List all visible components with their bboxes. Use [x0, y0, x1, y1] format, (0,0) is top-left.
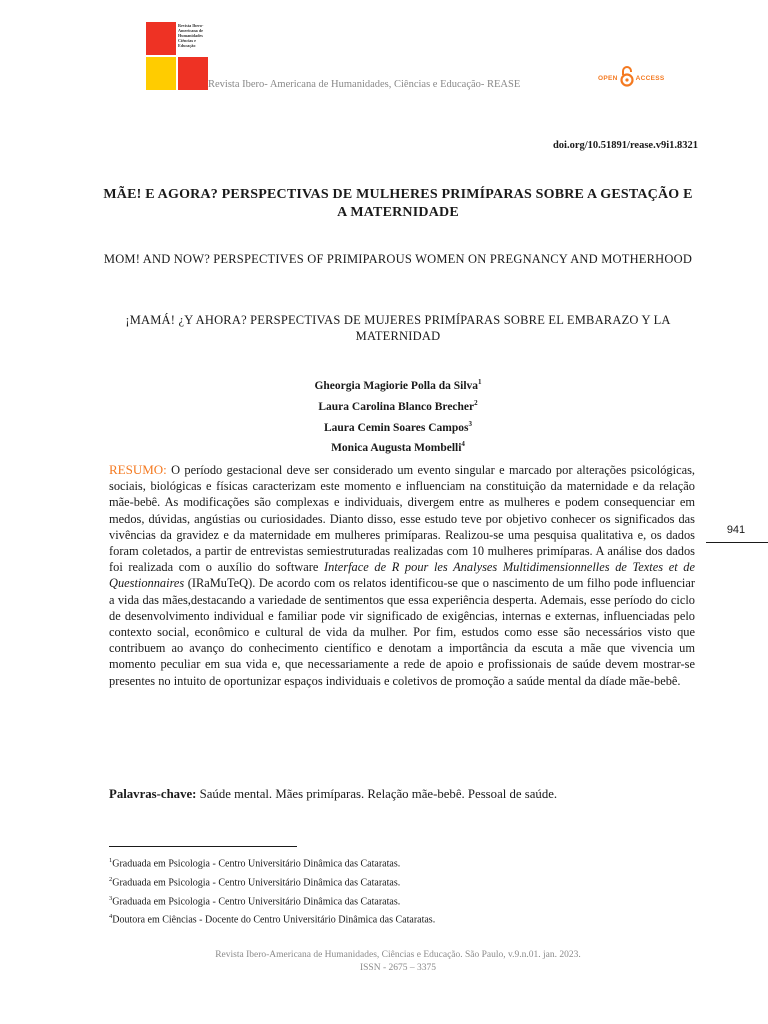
logo-square-red-bottom — [178, 57, 208, 90]
footer-issn: ISSN - 2675 – 3375 — [359, 963, 436, 973]
doi-link[interactable]: doi.org/10.51891/rease.v9i1.8321 — [552, 140, 698, 151]
footnote: $^1$Graduada em Psicologia - Centro Universitário Dinâmica das Cataratas. — [109, 857, 401, 870]
logo-square-red-top — [146, 22, 176, 55]
footnote: $^2$Graduada em Psicologia - Centro Universitário Dinâmica das Cataratas. — [109, 875, 401, 889]
open-access-word-access: ACCESS — [635, 74, 665, 82]
journal-header: Revista Ibero- Americana de Humanidades, Ciências e Educação- REASE — [208, 79, 521, 90]
footnote: $^4$Doutora em Ciências - Docente do Centro Universitário Dinâmica das Cataratas. — [109, 913, 436, 926]
footnote: $^3$Graduada em Psicologia - Centro Universitário Dinâmica das Cataratas. — [109, 894, 401, 907]
title-portuguese: MÃE! E AGORA? PERSPECTIVAS DE MULHERES PRIMÍPARAS SOBRE A GESTAÇÃO E A MATERNIDADE — [103, 187, 693, 220]
author-list — [100, 374, 696, 457]
logo-square-yellow — [146, 57, 176, 90]
journal-logo — [146, 22, 208, 90]
author: Monica Augusta Mombelli$^4$ — [331, 440, 465, 455]
open-access-badge — [598, 66, 665, 90]
title-english: MOM! AND NOW? PERSPECTIVES OF PRIMIPAROUS WOMEN ON PREGNANCY AND MOTHERHOOD — [103, 252, 693, 266]
abstract-text: (IRaMuTeQ). De acordo com os relatos identificou-se que o nascimento de um filho pode influenciar a vida das mães,destacando a variedade de sentimentos que essa experiência desperta. Ademais, esse período do ciclo de desenvolvimento individual e familiar pode vir significado de exigências, internas e externas, influenciadas pelo contexto social, econômico e cultural de vida da mulher. Por fim, estudos como esse são necessários visto que contribuem ao avanço do conhecimento científico e denotam a importância da escuta a mãe que vivencia um momento peculiar em sua vida e, que necessariamente a rede de apoio e profissionais de saúde devem mostrar-se presentes no intuito de oportunizar espaços individuais e coletivos de promoção a saúde mental da díade mãe-bebê. — [109, 576, 695, 688]
page-number: 941 — [726, 524, 746, 536]
abstract-label: RESUMO: — [109, 462, 167, 477]
author: Laura Cemin Soares Campos$^3$ — [323, 419, 472, 434]
title-spanish: ¡MAMÁ! ¿Y AHORA? PERSPECTIVAS DE MUJERES PRIMÍPARAS SOBRE EL EMBARAZO Y LA MATERNIDAD — [125, 313, 671, 343]
page-footer — [100, 949, 696, 975]
author: Laura Carolina Blanco Brecher$^2$ — [318, 398, 478, 413]
open-lock-icon — [620, 65, 634, 91]
footer-citation: Revista Ibero-Americana de Humanidades, Ciências e Educação. São Paulo, v.9.n.01. jan. 2023. — [215, 950, 581, 960]
author: Gheorgia Magiorie Polla da Silva$^1$ — [314, 378, 482, 392]
page-number-rule — [706, 542, 768, 543]
logo-text: Revista Ibero-Americana de Humanidades Ciências e Educação — [178, 23, 204, 48]
open-access-word-open: OPEN — [598, 74, 618, 82]
abstract — [109, 462, 695, 689]
footnotes — [109, 853, 435, 928]
software-name: Interface de R pour les Analyses Multidimensionnelles de Textes et de Questionnaires — [109, 560, 695, 591]
keywords — [109, 786, 695, 802]
footnote-divider — [109, 846, 297, 847]
keywords-label: Palavras-chave: — [109, 787, 197, 801]
abstract-text: O período gestacional deve ser considerado um evento singular e marcado por alterações psicológicas, sociais, biológicas e físicas caracterizam este momento e influenciam na constituição da maternidade e da relação mãe-bebê. As modificações são complexas e individuais, divergem entre as mulheres e podem consequenciar em medos, dúvidas, angústias ou curiosidades. Dianto disso, esse estudo teve por objetivo conhecer os significados das vivências da gravidez e da maternidade em mulheres primíparas. Realizou-se uma pesquisa qualitativa e, os dados foram coletados, a partir de entrevistas semiestruturadas realizadas com 10 mulheres primíparas. A análise dos dados foi realizada com o auxílio do software — [109, 463, 695, 575]
keywords-text: Saúde mental. Mães primíparas. Relação mãe-bebê. Pessoal de saúde. — [196, 787, 558, 801]
